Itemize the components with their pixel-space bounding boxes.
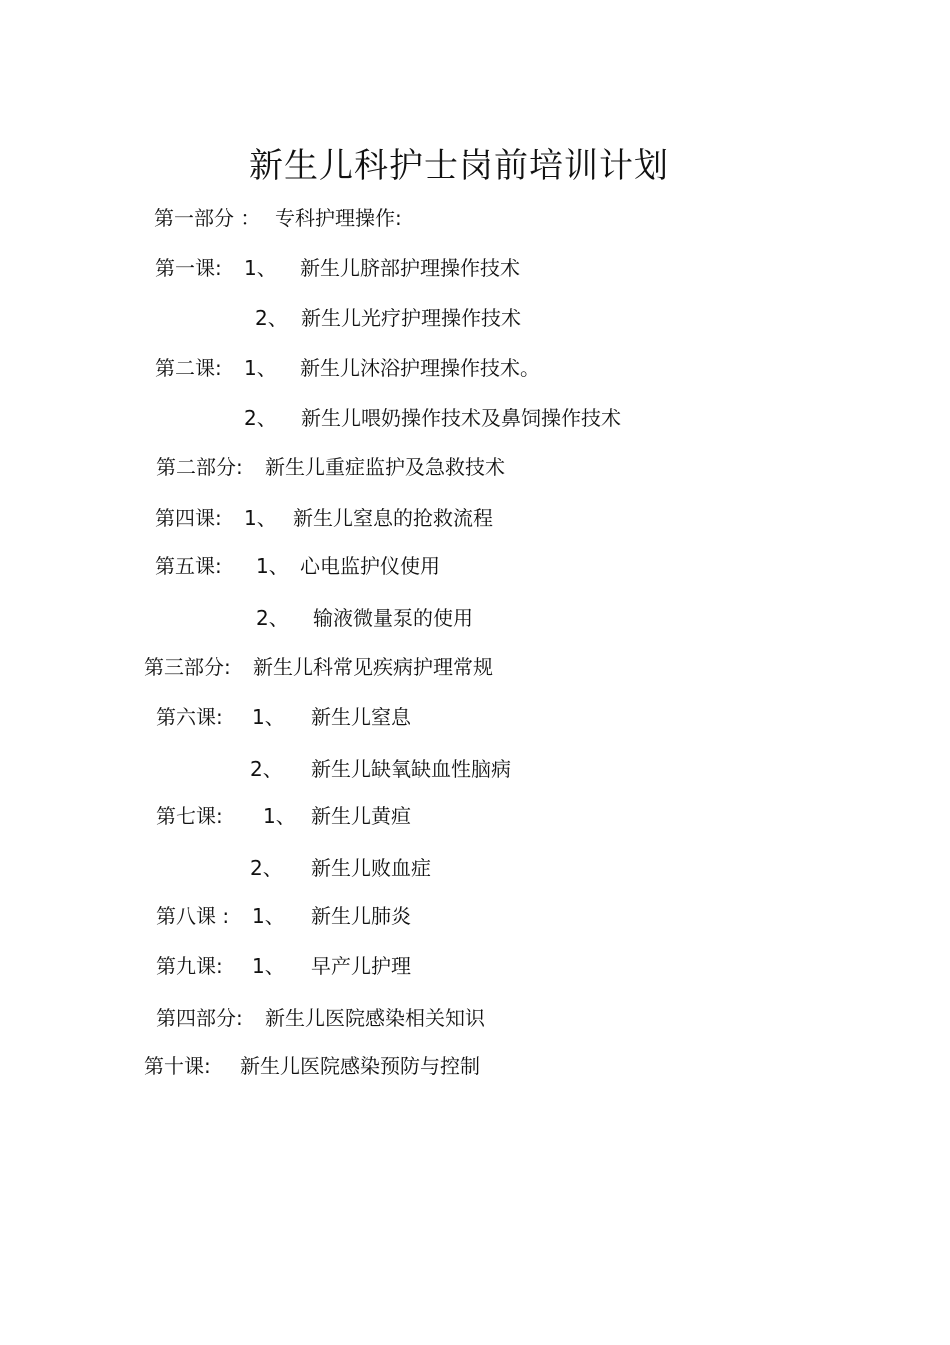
part-title: 新生儿科常见疾病护理常规: [253, 655, 493, 679]
item-text: 新生儿医院感染预防与控制: [240, 1054, 480, 1078]
lesson-label: 第八课 :: [156, 904, 230, 928]
item-text: 新生儿缺氧缺血性脑病: [311, 757, 511, 781]
part-title: 新生儿重症监护及急救技术: [265, 455, 505, 479]
item-text: 新生儿沐浴护理操作技术。: [300, 356, 540, 380]
lesson-label: 第四课:: [155, 506, 222, 530]
item-text: 新生儿窒息的抢救流程: [293, 506, 493, 530]
item-text: 早产儿护理: [311, 954, 411, 978]
item-text: 新生儿黄疸: [311, 804, 411, 828]
item-number: 1、: [244, 506, 277, 530]
lesson-label: 第十课:: [144, 1054, 211, 1078]
lesson-label: 第六课:: [156, 705, 223, 729]
lesson-label: 第七课:: [156, 804, 223, 828]
item-text: 新生儿败血症: [311, 856, 431, 880]
lesson-label: 第二课:: [155, 356, 222, 380]
item-number: 1、: [252, 954, 285, 978]
item-text: 输液微量泵的使用: [313, 606, 473, 630]
part-label: 第三部分:: [144, 655, 231, 679]
part-title: 新生儿医院感染相关知识: [265, 1006, 485, 1030]
item-number: 2、: [250, 856, 283, 880]
part-title: 专科护理操作:: [275, 206, 402, 230]
item-number: 2、: [250, 757, 283, 781]
lesson-label: 第一课:: [155, 256, 222, 280]
item-number: 2、: [255, 306, 288, 330]
item-number: 2、: [256, 606, 289, 630]
part-label: 第一部分 ：: [154, 206, 261, 230]
item-number: 1、: [244, 356, 277, 380]
lesson-label: 第五课:: [155, 554, 222, 578]
item-number: 1、: [244, 256, 277, 280]
item-text: 新生儿脐部护理操作技术: [300, 256, 520, 280]
lesson-label: 第九课:: [156, 954, 223, 978]
item-number: 1、: [252, 904, 285, 928]
item-text: 新生儿光疗护理操作技术: [301, 306, 521, 330]
item-number: 1、: [252, 705, 285, 729]
item-text: 新生儿窒息: [311, 705, 411, 729]
item-number: 1、: [256, 554, 289, 578]
item-text: 新生儿肺炎: [311, 904, 411, 928]
item-text: 新生儿喂奶操作技术及鼻饲操作技术: [301, 406, 621, 430]
item-number: 2、: [244, 406, 277, 430]
document-title: 新生儿科护士岗前培训计划: [249, 146, 669, 186]
part-label: 第二部分:: [156, 455, 243, 479]
item-text: 心电监护仪使用: [300, 554, 440, 578]
item-number: 1、: [263, 804, 296, 828]
part-label: 第四部分:: [156, 1006, 243, 1030]
